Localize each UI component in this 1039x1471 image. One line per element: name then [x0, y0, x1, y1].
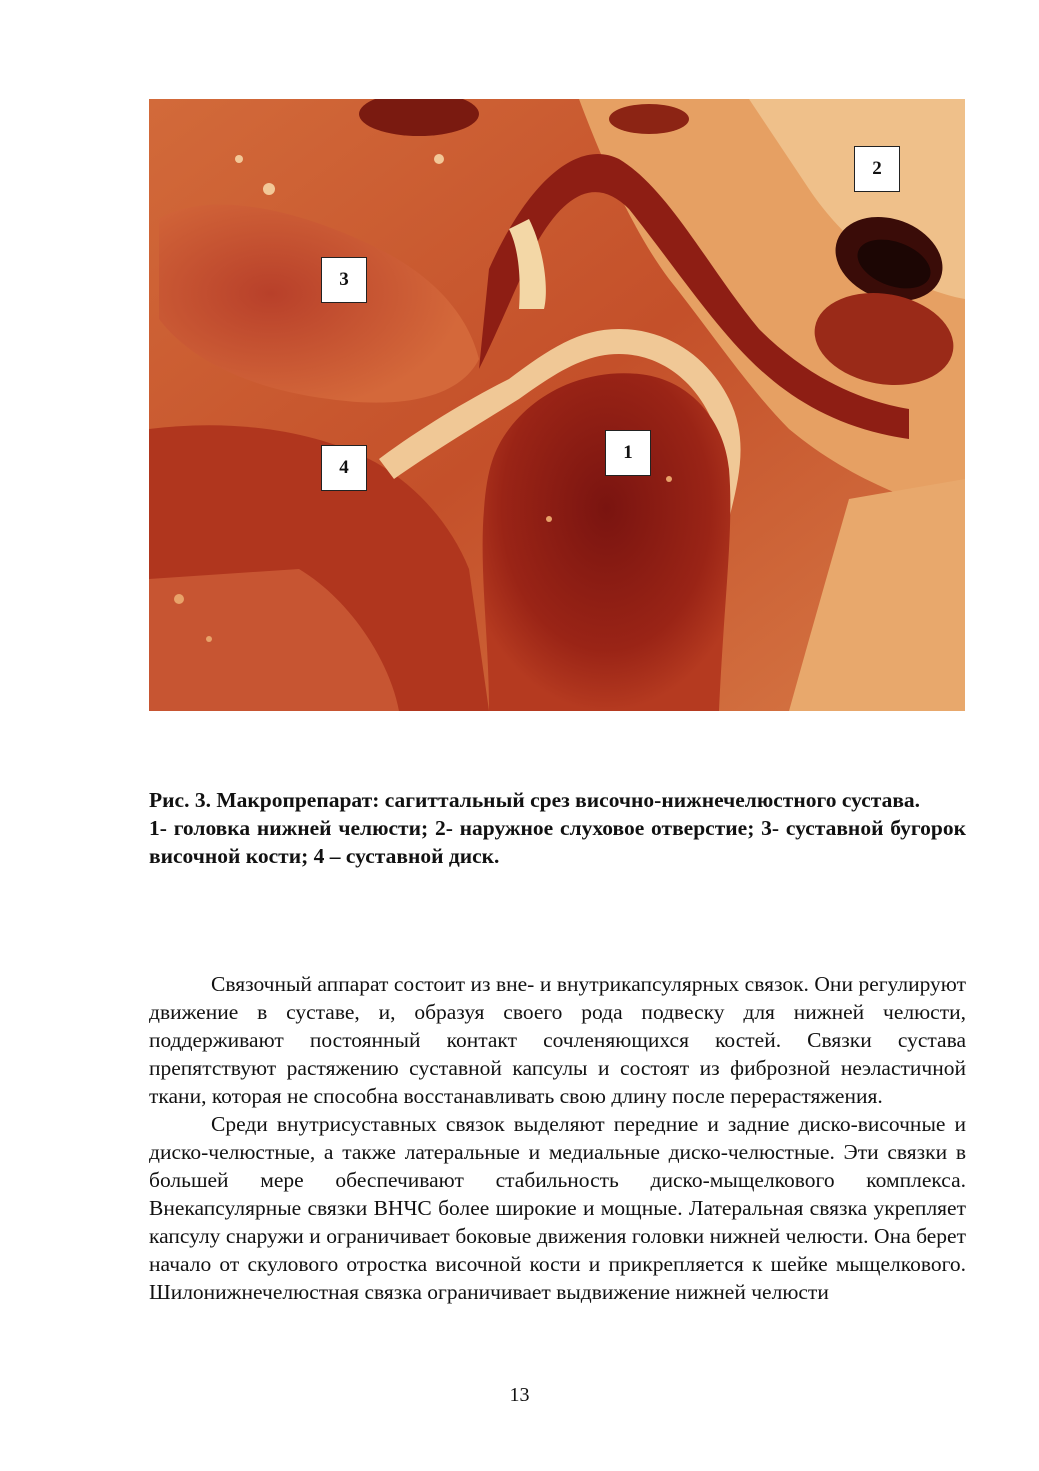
specimen-image [149, 99, 965, 711]
marker-1: 1 [605, 430, 651, 476]
paragraph-2: Среди внутрисуставных связок выделяют передние и задние диско-височные и диско-челюстные, а также латеральные и медиальные диско-челюстные. Эти связки в большей мере обеспечивают стабильность диско-мыщелкового комплекса. Внекапсулярные связки ВНЧС более широкие и мощные. Латеральная связка укрепляет капсулу снаружи и ограничивает боковые движения головки нижней челюсти. Она берет начало от скулового отростка височной кости и прикрепляется к шейке мыщелкового. Шилонижнечелюстная связка ограничивает выдвижение нижней челюсти [149, 1112, 966, 1304]
anatomy-photo [149, 99, 965, 711]
figure-caption [149, 786, 966, 870]
marker-3: 3 [321, 257, 367, 303]
body-text [149, 970, 966, 1306]
marker-2: 2 [854, 146, 900, 192]
paragraph-1: Связочный аппарат состоит из вне- и внутрикапсулярных связок. Они регулируют движение в суставе, и, образуя своего рода подвеску для нижней челюсти, поддерживают постоянный контакт сочленяющихся костей. Связки сустава препятствуют растяжению суставной капсулы и состоят из фиброзной неэластичной ткани, которая не способна восстанавливать свою длину после перерастяжения. [149, 972, 966, 1108]
marker-4: 4 [321, 445, 367, 491]
caption-title: Рис. 3. Макропрепарат: сагиттальный срез височно-нижнечелюстного сустава. [149, 788, 921, 812]
page-number: 13 [509, 1384, 530, 1406]
caption-legend: 1- головка нижней челюсти; 2- наружное слуховое отверстие; 3- суставной бугорок височной кости; 4 – суставной диск. [149, 816, 966, 868]
